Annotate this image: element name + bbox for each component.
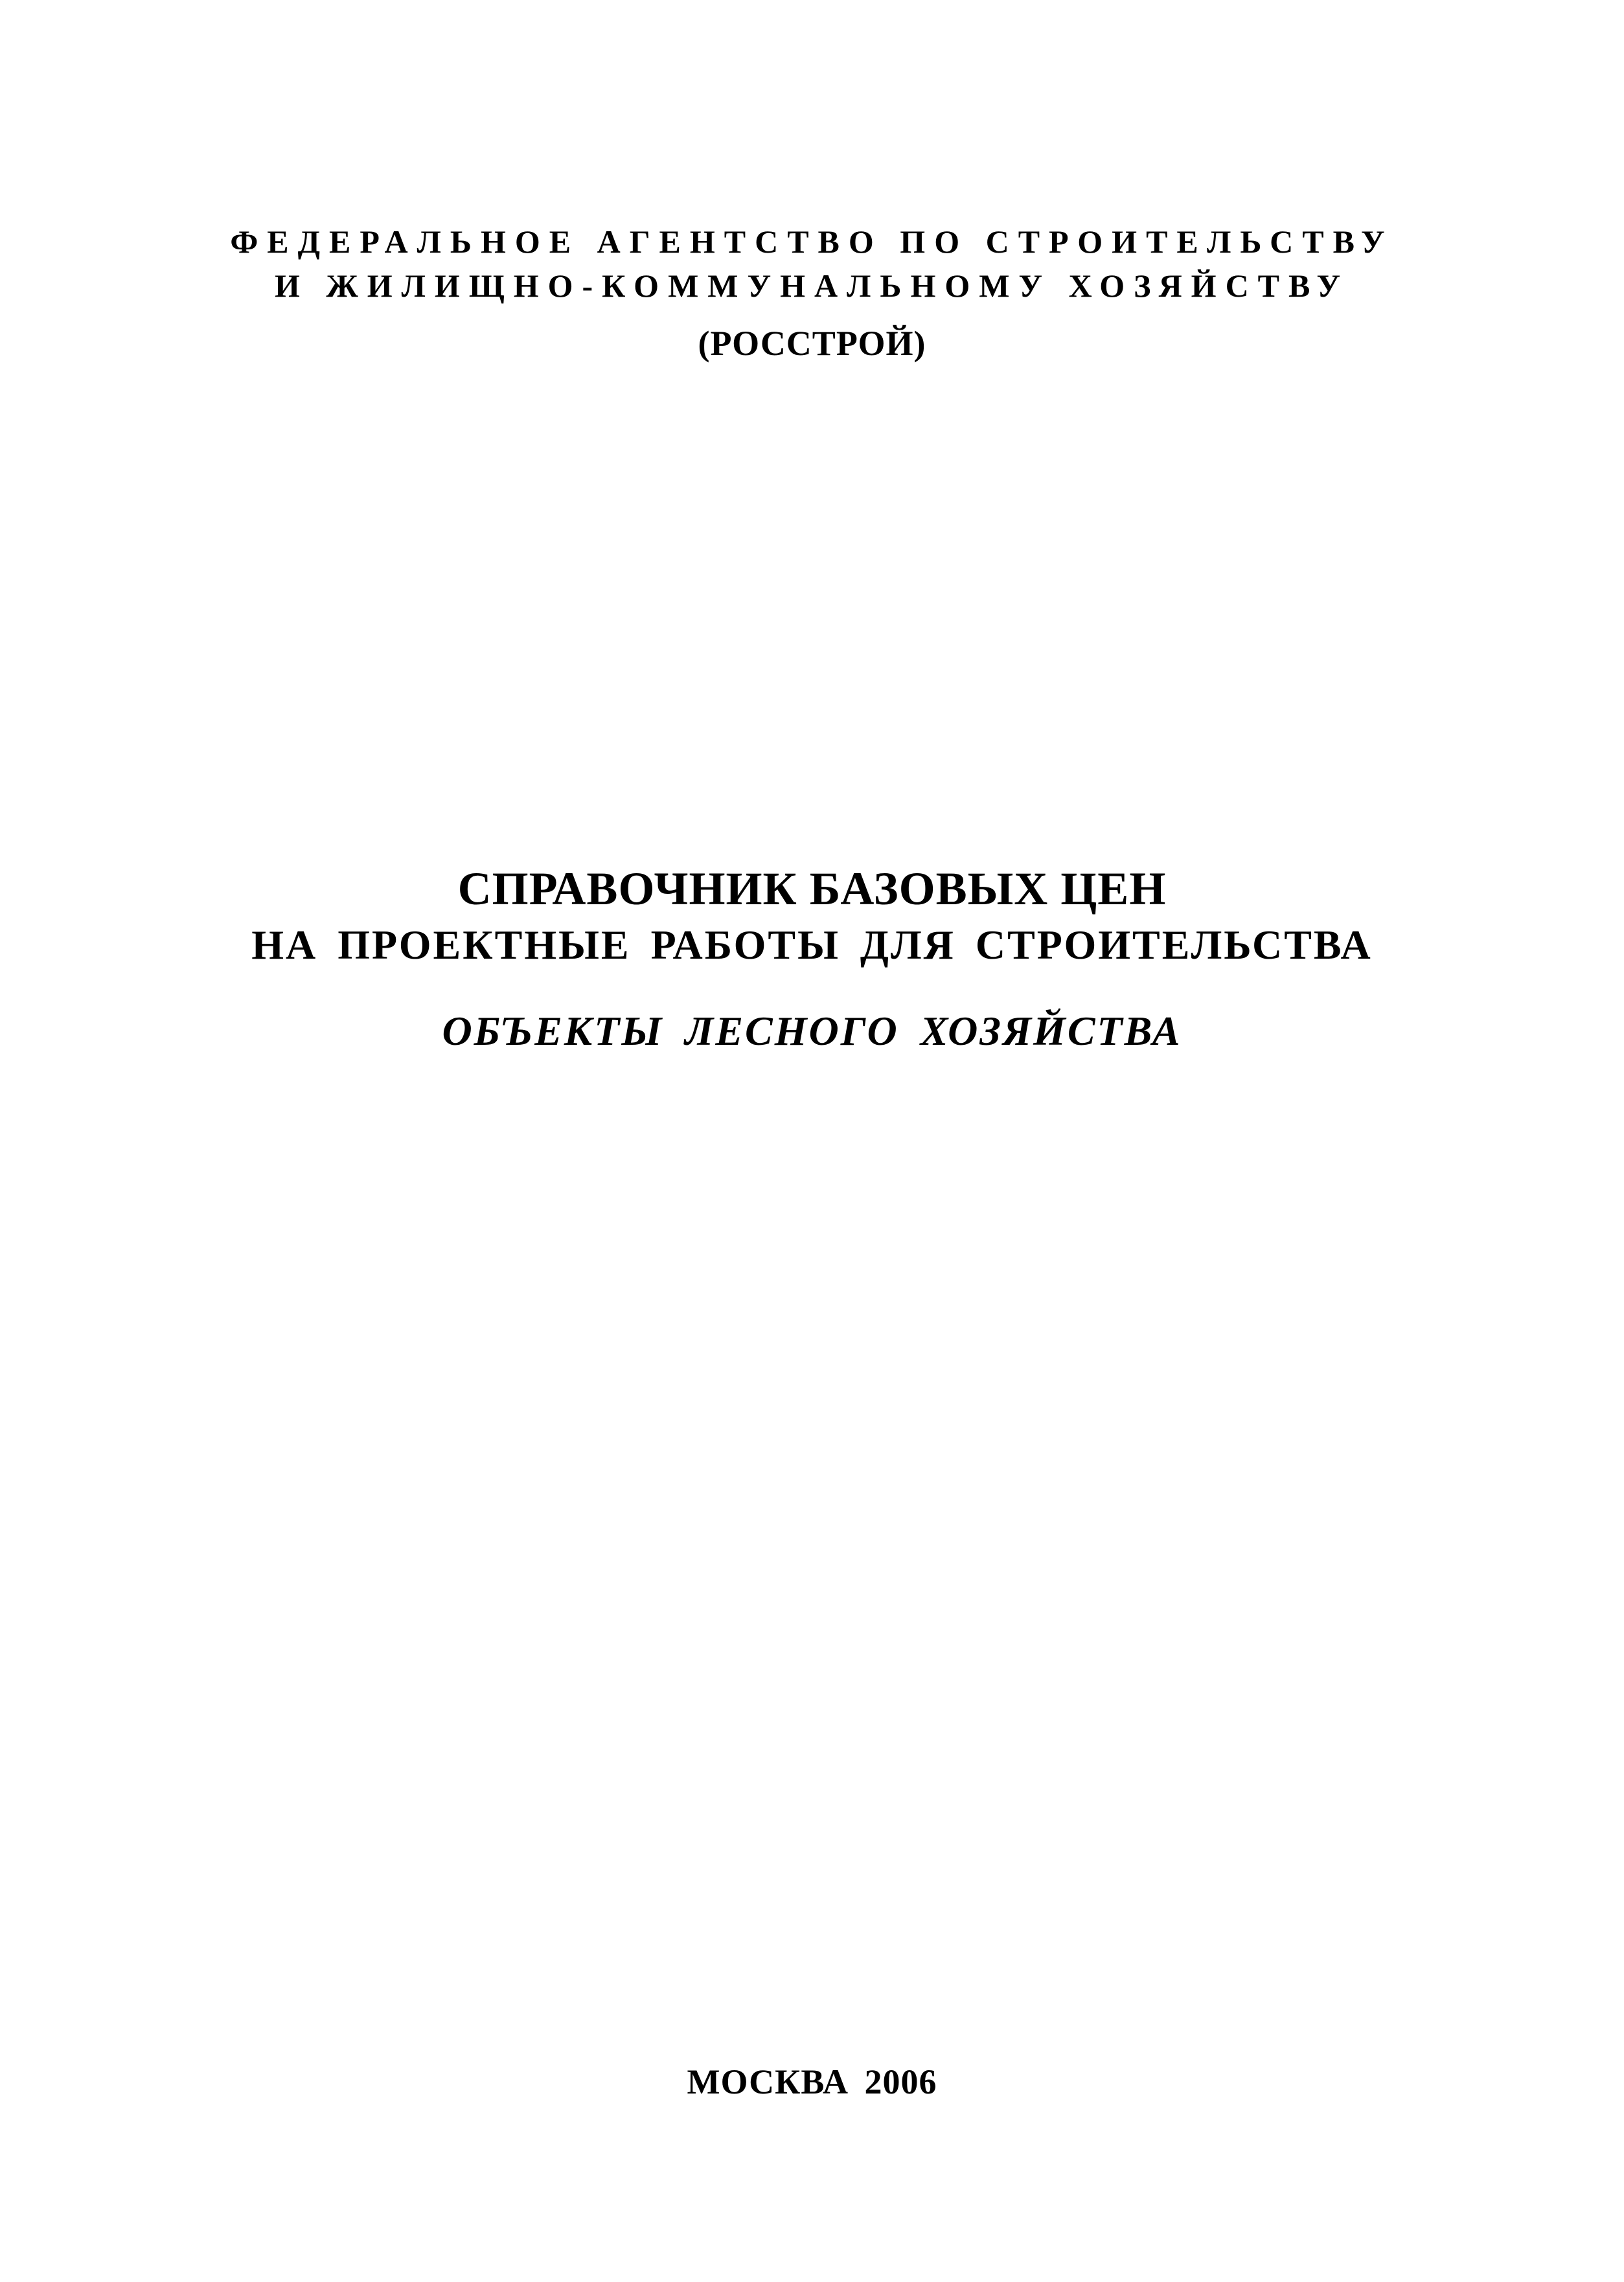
agency-name-line-2: И ЖИЛИЩНО-КОММУНАЛЬНОМУ ХОЗЯЙСТВУ (274, 268, 1350, 304)
agency-short-name: (РОССТРОЙ) (698, 324, 926, 363)
document-title-line-2: НА ПРОЕКТНЫЕ РАБОТЫ ДЛЯ СТРОИТЕЛЬСТВА (251, 922, 1373, 968)
publication-city-year: МОСКВА 2006 (687, 2062, 937, 2101)
agency-name-line-1: ФЕДЕРАЛЬНОЕ АГЕНТСТВО ПО СТРОИТЕЛЬСТВУ (230, 223, 1394, 260)
document-title-line-1: СПРАВОЧНИК БАЗОВЫХ ЦЕН (457, 863, 1167, 915)
document-subtitle: ОБЪЕКТЫ ЛЕСНОГО ХОЗЯЙСТВА (442, 1008, 1182, 1054)
